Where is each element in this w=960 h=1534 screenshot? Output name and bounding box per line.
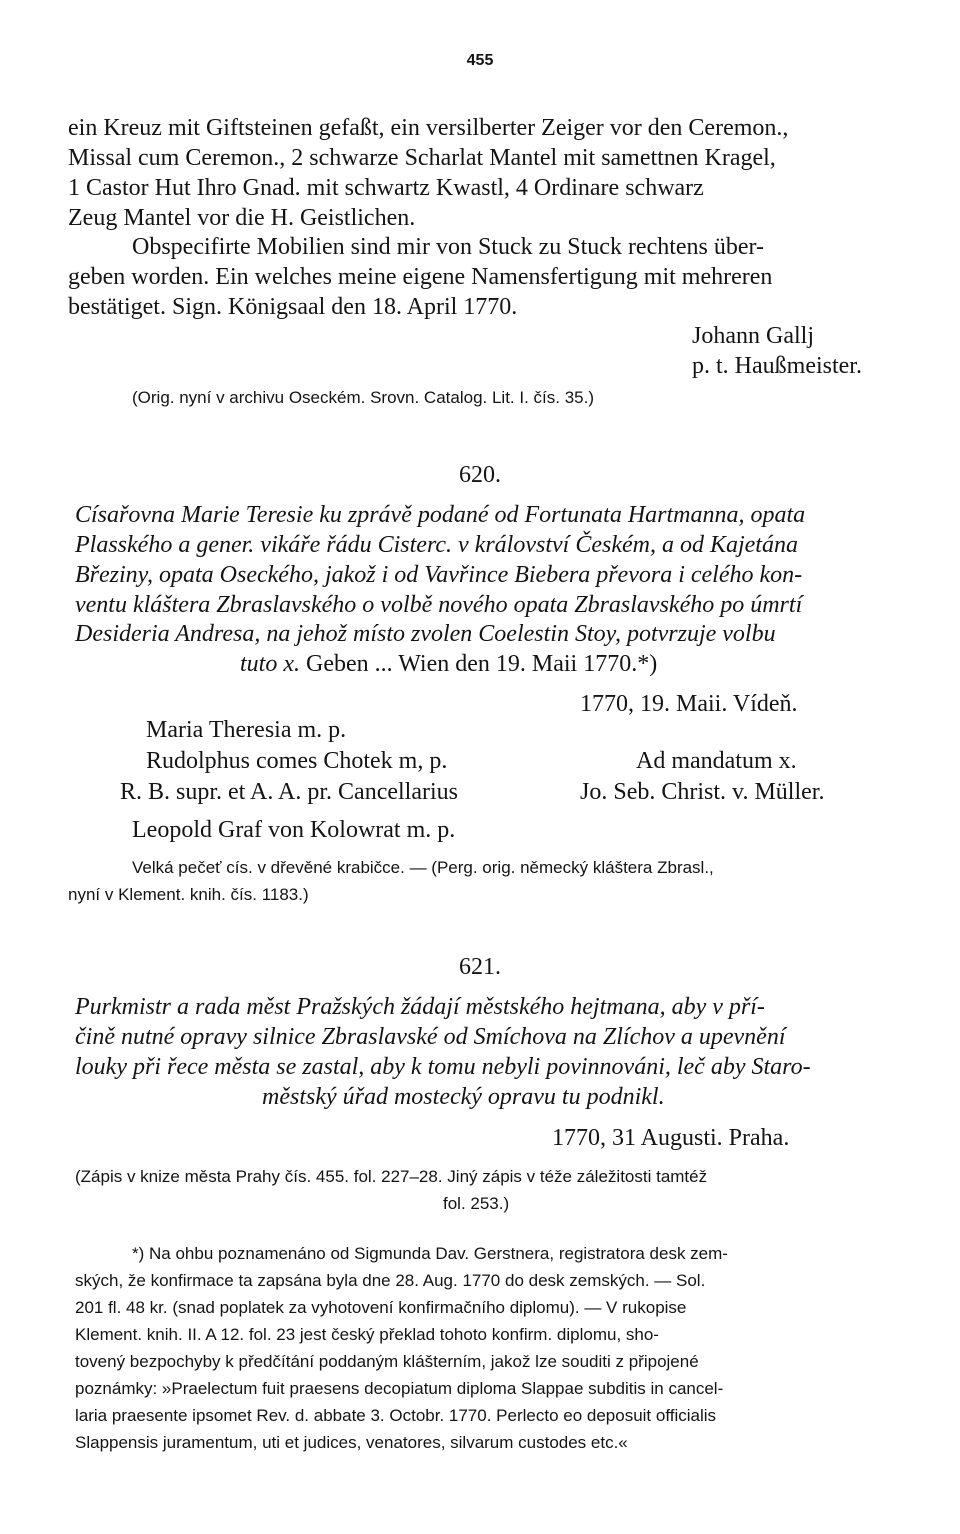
footnote-line: Klement. knih. II. A 12. fol. 23 jest český překlad tohoto konfirm. diplomu, sho- [75, 1325, 659, 1344]
signature-name: Johann Gallj [692, 323, 814, 349]
regest-plain-part: Geben ... Wien den 19. Maii 1770.*) [300, 651, 658, 677]
text-line: Obspecifirte Mobilien sind mir von Stuck zu Stuck rechtens über- [132, 234, 765, 260]
footnote-line: poznámky: »Praelectum fuit praesens decopiatum diploma Slappae subditis in cancel- [75, 1379, 724, 1398]
signatory: Rudolphus comes Chotek m, p. [146, 748, 448, 774]
text-line: 1 Castor Hut Ihro Gnad. mit schwartz Kwastl, 4 Ordinare schwarz [68, 175, 704, 201]
regest-line: městský úřad mostecký opravu tu podnikl. [262, 1084, 665, 1110]
text-line: bestätiget. Sign. Königsaal den 18. April 1770. [68, 294, 518, 320]
footnote-line: ských, že konfirmace ta zapsána byla dne 28. Aug. 1770 do desk zemských. — Sol. [75, 1271, 706, 1290]
regest-line: Císařovna Marie Teresie ku zprávě podané od Fortunata Hartmanna, opata [75, 502, 806, 528]
signatory: R. B. supr. et A. A. pr. Cancellarius [120, 779, 458, 805]
date-line: 1770, 31 Augusti. Praha. [552, 1125, 790, 1151]
text-line: Zeug Mantel vor die H. Geistlichen. [68, 205, 416, 231]
page-number: 455 [466, 52, 494, 69]
document-number: 621. [459, 954, 501, 980]
regest-line: čině nutné opravy silnice Zbraslavské od Smíchova na Zlíchov a upevnění [75, 1024, 786, 1050]
signatory: Jo. Seb. Christ. v. Müller. [580, 779, 825, 805]
footnote-line: Slappensis juramentum, uti et judices, venatores, silvarum custodes etc.« [75, 1433, 628, 1452]
text-line: geben worden. Ein welches meine eigene Namensfertigung mit mehreren [68, 264, 773, 290]
text-line: Missal cum Ceremon., 2 schwarze Scharlat Mantel mit samettnen Kragel, [68, 145, 776, 171]
source-note: fol. 253.) [443, 1194, 510, 1213]
seal-note: Velká pečeť cís. v dřevěné krabičce. — (Perg. orig. německý kláštera Zbrasl., [132, 858, 714, 877]
regest-italic-part: tuto x. [240, 651, 300, 677]
seal-note: nyní v Klement. knih. čís. 1183.) [68, 885, 309, 904]
text-line: ein Kreuz mit Giftsteinen gefaßt, ein versilberter Zeiger vor den Ceremon., [68, 115, 789, 141]
signatory: Leopold Graf von Kolowrat m. p. [132, 817, 456, 843]
regest-line: louky při řece města se zastal, aby k tomu nebyli povinnováni, leč aby Staro- [75, 1054, 811, 1080]
date-line: 1770, 19. Maii. Vídeň. [580, 691, 798, 717]
footnote-line: laria praesente ipsomet Rev. d. abbate 3. Octobr. 1770. Perlecto eo deposuit officialis [75, 1406, 717, 1425]
source-note: (Zápis v knize města Prahy čís. 455. fol. 227–28. Jiný zápis v téže záležitosti tamtéž [75, 1167, 708, 1186]
signatory: Ad mandatum x. [636, 748, 797, 774]
document-number: 620. [459, 462, 501, 488]
source-note: (Orig. nyní v archivu Oseckém. Srovn. Catalog. Lit. I. čís. 35.) [132, 388, 594, 407]
regest-line: Plasského a gener. vikáře řádu Cisterc. v království Českém, a od Kajetána [75, 532, 798, 558]
regest-line: Desideria Andresa, na jehož místo zvolen Coelestin Stoy, potvrzuje volbu [75, 621, 776, 647]
signatory: Maria Theresia m. p. [146, 717, 347, 743]
signature-title: p. t. Haußmeister. [692, 353, 862, 379]
footnote-line: tovený bezpochyby k předčítání poddaným klášterním, jakož lze souditi z připojené [75, 1352, 699, 1371]
regest-line: ventu kláštera Zbraslavského o volbě nového opata Zbraslavského po úmrtí [75, 592, 803, 618]
regest-last-line [240, 652, 840, 676]
footnote-line: *) Na ohbu poznamenáno od Sigmunda Dav. Gerstnera, registratora desk zem- [132, 1244, 728, 1263]
regest-line: Březiny, opata Oseckého, jakož i od Vavřince Biebera převora i celého kon- [75, 562, 803, 588]
regest-line: Purkmistr a rada měst Pražských žádají městského hejtmana, aby v pří- [75, 994, 765, 1020]
footnote-line: 201 fl. 48 kr. (snad poplatek za vyhotovení konfirmačního diplomu). — V rukopise [75, 1298, 687, 1317]
